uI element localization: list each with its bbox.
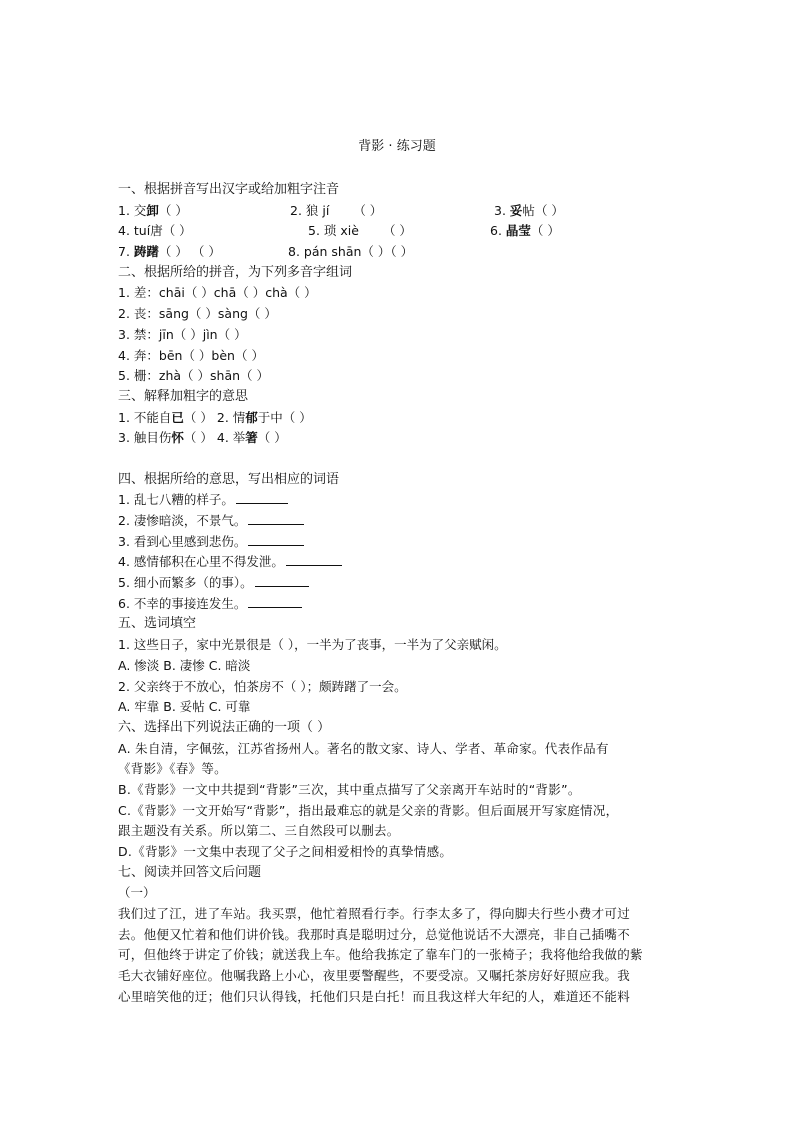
s2-item: 2. 丧：sāng（ ）sàng（ ）: [118, 306, 277, 322]
answer-blank[interactable]: [236, 490, 288, 504]
s5-options-2: A. 牢靠 B. 妥帖 C. 可靠: [118, 699, 251, 715]
s4-item: 3. 看到心里感到悲伤。: [118, 532, 680, 553]
passage-line: 去。他便又忙着和他们讲价钱。我那时真是聪明过分，总觉他说话不大漂亮，非自己插嘴不: [118, 926, 631, 942]
s6-line: B.《背影》一文中共提到“背影”三次，其中重点描写了父亲离开车站时的“背影”。: [118, 781, 581, 797]
s2-item: 4. 奔：bēn（ ）bèn（ ）: [118, 347, 264, 363]
s4-item: 5. 细小而繁多（的事）。: [118, 573, 680, 594]
passage-line: 毛大衣铺好座位。他嘱我路上小心，夜里要警醒些，不要受凉。又嘱托茶房好好照应我。我: [118, 968, 631, 984]
answer-blank[interactable]: [255, 573, 309, 587]
section-7-heading: 七、阅读并回答文后问题: [118, 864, 262, 880]
s2-item: 3. 禁：jīn（ ）jìn（ ）: [118, 326, 247, 342]
s7-subheading: （一）: [118, 885, 156, 901]
s1-row-1: [118, 201, 680, 222]
s1-item-1: 1. 交卸（ ）: [118, 202, 188, 218]
s4-item: 4. 感情郁积在心里不得发泄。: [118, 552, 680, 573]
s6-line: D.《背影》一文集中表现了父子之间相爱相怜的真挚情感。: [118, 844, 453, 859]
s1-item-5: 5. 琐 xiè （ ）: [308, 223, 412, 239]
passage-line: 我们过了江，进了车站。我买票，他忙着照看行李。行李太多了，得向脚夫行些小费才可过: [118, 906, 631, 922]
s4-item: 6. 不幸的事接连发生。: [118, 594, 680, 615]
page-title: 背影 · 练习题: [358, 139, 436, 154]
s1-row-3: [118, 242, 680, 263]
s4-item: 2. 凄惨暗淡，不景气。: [118, 511, 680, 532]
s1-item-3: 3. 妥帖（ ）: [494, 202, 564, 218]
section-6-heading: 六、选择出下列说法正确的一项（ ）: [118, 719, 331, 735]
s1-item-8: 8. pán shān（ ）（ ）: [288, 244, 414, 260]
passage-line: 可，但他终于讲定了价钱；就送我上车。他给我拣定了靠车门的一张椅子；我将他给我做的紫: [118, 947, 643, 963]
blank-spacer: [118, 449, 680, 470]
section-1-heading: 一、根据拼音写出汉字或给加粗字注音: [118, 182, 340, 197]
answer-blank[interactable]: [286, 552, 342, 566]
s1-row-2: [118, 221, 680, 242]
section-2-heading: 二、根据所给的拼音，为下列多音字组词: [118, 264, 353, 280]
s6-line: C.《背影》一文开始写“背影”，指出最难忘的就是父亲的背影。但后面展开写家庭情况，: [118, 802, 619, 818]
s6-line: 跟主题没有关系。所以第二、三自然段可以删去。: [118, 823, 400, 839]
s5-question-1: 1. 这些日子，家中光景很是（ ），一半为了丧事，一半为了父亲赋闲。: [118, 637, 507, 653]
s1-item-2: 2. 狼 jí （ ）: [290, 202, 383, 218]
s3-row-2: 3. 触目伤怀（ ） 4. 举箸（ ）: [118, 430, 287, 446]
section-5-heading: 五、选词填空: [118, 616, 197, 632]
s3-row-1: 1. 不能自已（ ） 2. 情郁于中（ ）: [118, 409, 312, 425]
s6-line: 《背影》《春》等。: [118, 761, 227, 777]
exercise-content: [118, 180, 680, 1008]
s1-item-7: 7. 踌躇（ ） （ ）: [118, 244, 221, 260]
passage-line: 心里暗笑他的迂；他们只认得钱，托他们只是白托！而且我这样大年纪的人，难道还不能料: [118, 988, 631, 1004]
answer-blank[interactable]: [248, 594, 302, 608]
section-4-heading: 四、根据所给的意思，写出相应的词语: [118, 471, 340, 487]
s4-item: 1. 乱七八糟的样子。: [118, 490, 680, 511]
answer-blank[interactable]: [248, 511, 304, 525]
s5-options-1: A. 惨淡 B. 凄惨 C. 暗淡: [118, 657, 251, 673]
answer-blank[interactable]: [248, 532, 304, 546]
s2-item: 5. 栅：zhà（ ）shān（ ）: [118, 368, 270, 384]
s2-item: 1. 差：chāi（ ）chā（ ）chà（ ）: [118, 285, 317, 301]
s1-item-4: 4. tuí唐（ ）: [118, 223, 192, 239]
s5-question-2: 2. 父亲终于不放心，怕茶房不（ ）；颇踌躇了一会。: [118, 678, 407, 694]
section-3-heading: 三、解释加粗字的意思: [118, 388, 249, 404]
s1-item-6: 6. 晶莹（ ）: [490, 223, 560, 239]
s6-line: A. 朱自清，字佩弦，江苏省扬州人。著名的散文家、诗人、学者、革命家。代表作品有: [118, 740, 609, 756]
